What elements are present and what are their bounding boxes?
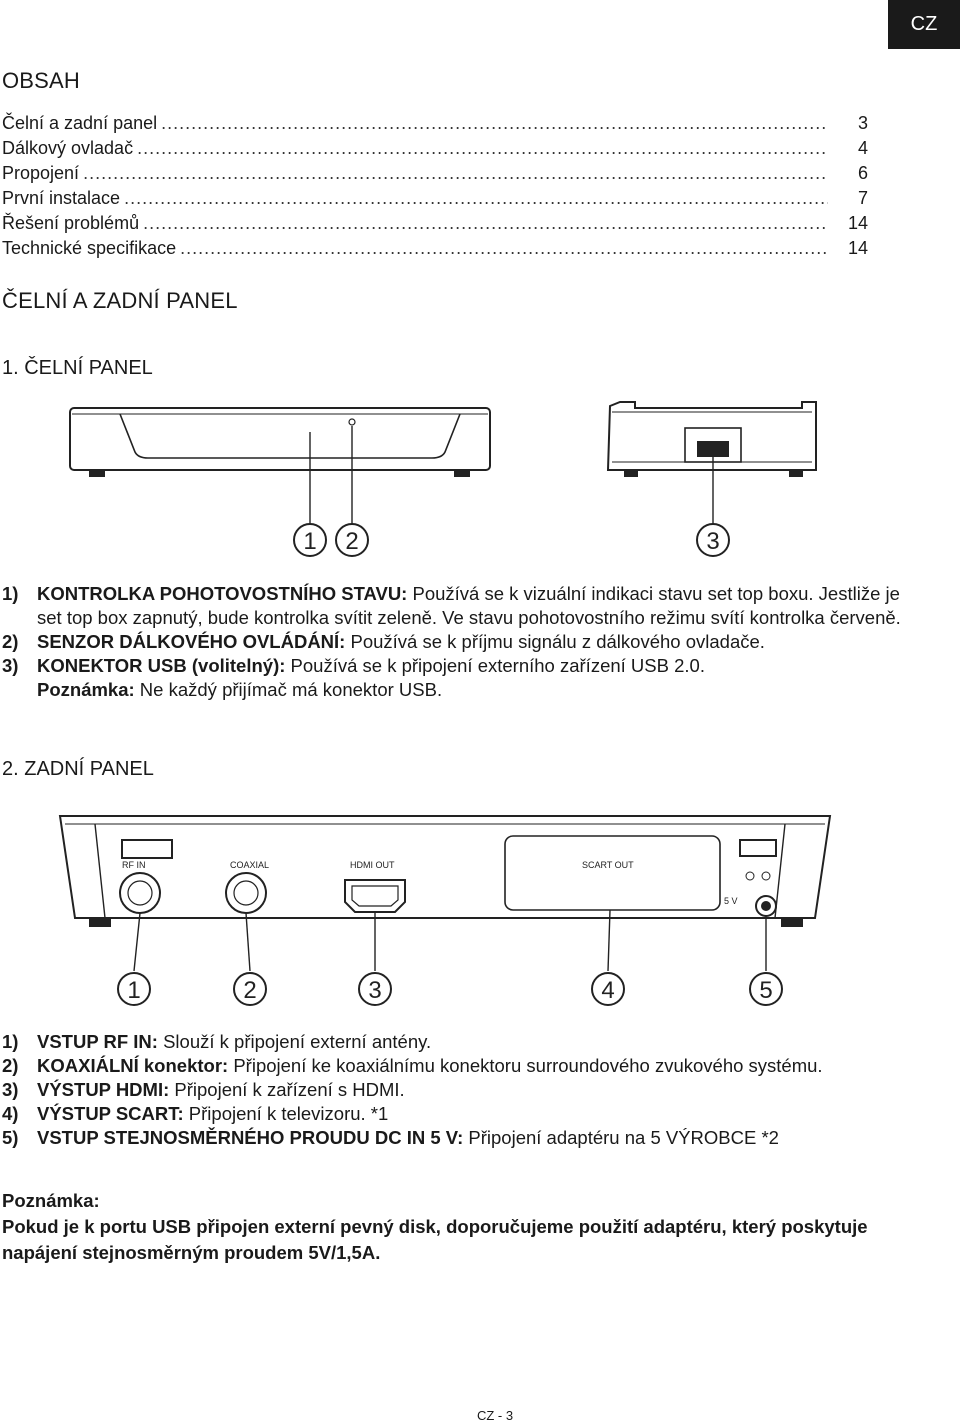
toc-item-title: Technické specifikace [2, 238, 177, 258]
callout-1: 1 [127, 977, 141, 1004]
callout-4: 4 [601, 977, 615, 1004]
page-number: CZ - 3 [476, 1408, 514, 1423]
port-label-rf-in: RF IN [122, 860, 146, 870]
toc-item-page: 3 [857, 113, 868, 133]
toc-item[interactable] [2, 163, 868, 188]
toc-item-page: 14 [847, 213, 868, 233]
toc-item-title: Propojení [2, 163, 80, 183]
callout-2: 2 [243, 977, 257, 1004]
rear-panel-heading: 2. ZADNÍ PANEL [2, 758, 154, 780]
final-note-text: Pokud je k portu USB připojen externí pevný disk, doporučujeme použití adaptéru, který poskytuje napájení stejnosměrným proudem 5V/1,5A. [2, 1216, 868, 1263]
list-item: 3) KONEKTOR USB (volitelný): Používá se k připojení externího zařízení USB 2.0. [2, 655, 705, 676]
front-panel-descriptions [2, 582, 902, 702]
toc-item[interactable] [2, 188, 868, 213]
toc-item-title: První instalace [2, 188, 121, 208]
toc-item[interactable] [2, 138, 868, 163]
final-note [2, 1188, 902, 1266]
callout-3: 3 [706, 528, 720, 555]
list-item: 4) VÝSTUP SCART: Připojení k televizoru. *1 [2, 1103, 389, 1124]
toc-item-page: 7 [857, 188, 868, 208]
port-label-scart: SCART OUT [582, 860, 634, 870]
front-panel-heading: 1. ČELNÍ PANEL [2, 357, 153, 379]
list-item: 1) VSTUP RF IN: Slouží k připojení externí antény. [2, 1031, 432, 1052]
toc-leader [143, 213, 828, 234]
list-item: 2) SENZOR DÁLKOVÉHO OVLÁDÁNÍ: Používá se k příjmu signálu z dálkového ovladače. [2, 631, 765, 652]
port-label-5v: 5 V [724, 896, 738, 906]
final-note-label: Poznámka: [2, 1190, 100, 1211]
list-item: 3) VÝSTUP HDMI: Připojení k zařízení s HDMI. [2, 1079, 405, 1100]
toc-item-title: Řešení problémů [2, 213, 140, 233]
toc-item[interactable] [2, 213, 868, 238]
rear-panel-illustration [50, 806, 840, 1016]
toc-leader [124, 188, 828, 209]
toc-leader [137, 138, 828, 159]
list-item: 2) KOAXIÁLNÍ konektor: Připojení ke koaxiálnímu konektoru surroundového zvukového systému. [2, 1055, 823, 1076]
callout-3: 3 [368, 977, 382, 1004]
toc-item[interactable] [2, 113, 868, 138]
toc-item-page: 14 [847, 238, 868, 258]
toc-item-title: Čelní a zadní panel [2, 113, 158, 133]
toc-item-title: Dálkový ovladač [2, 138, 134, 158]
toc-title: OBSAH [2, 68, 81, 93]
toc-leader [161, 113, 828, 134]
callout-5: 5 [759, 977, 773, 1004]
toc-leader [180, 238, 828, 259]
port-label-coaxial: COAXIAL [230, 860, 270, 870]
callout-1: 1 [303, 528, 317, 555]
front-note: Poznámka: Ne každý přijímač má konektor USB. [37, 679, 443, 700]
toc-item[interactable] [2, 238, 868, 263]
list-item: 5) VSTUP STEJNOSMĚRNÉHO PROUDU DC IN 5 V: Připojení adaptéru na 5 VÝROBCE *2 [2, 1127, 779, 1148]
toc-item-page: 4 [857, 138, 868, 158]
callout-2: 2 [345, 528, 359, 555]
toc-leader [83, 163, 828, 184]
list-item: 1) KONTROLKA POHOTOVOSTNÍHO STAVU: Používá se k vizuální indikaci stavu set top boxu. Jestliže je set top box zapnutý, bude kontrolka svítit zeleně. Ve stavu pohotovostního režimu svítí kontrolka červeně. [2, 583, 901, 628]
front-panel-illustration [60, 398, 830, 563]
port-label-hdmi: HDMI OUT [350, 860, 395, 870]
table-of-contents [2, 113, 868, 263]
rear-panel-descriptions [2, 1030, 902, 1150]
language-badge: CZ [888, 0, 960, 49]
section-title: ČELNÍ A ZADNÍ PANEL [2, 288, 238, 313]
toc-item-page: 6 [857, 163, 868, 183]
